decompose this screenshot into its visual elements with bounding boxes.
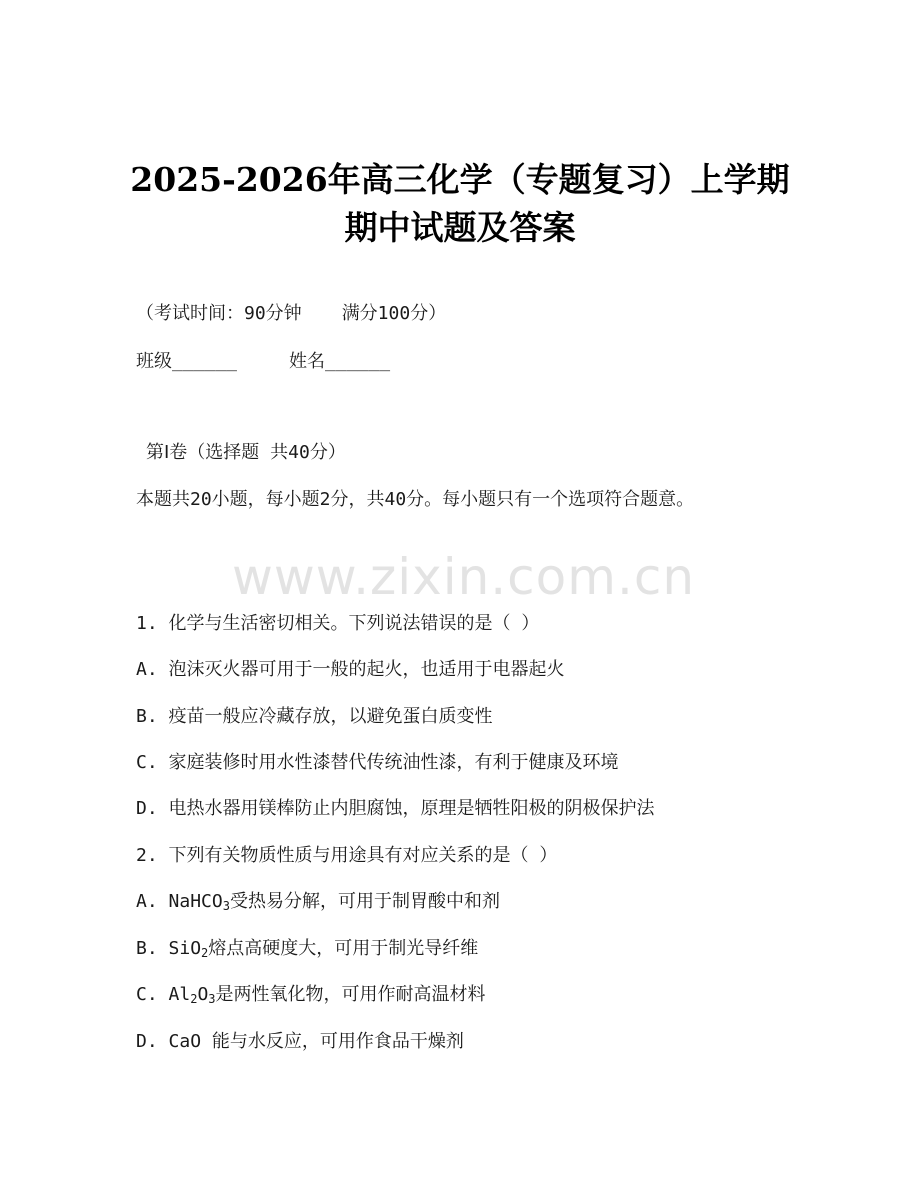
question-text: 下列有关物质性质与用途具有对应关系的是（ ） <box>168 845 558 866</box>
option-letter: C. <box>136 752 158 773</box>
option-letter: A. <box>136 891 158 912</box>
chemical-formula: $Al_2O_3$ <box>168 984 216 1006</box>
question-1-option-c <box>136 750 619 776</box>
name-field: 姓名______ <box>289 351 391 372</box>
exam-info <box>136 301 446 327</box>
student-info <box>136 349 390 375</box>
option-text: 电热水器用镁棒防止内胆腐蚀，原理是牺牲阳极的阴极保护法 <box>168 798 655 819</box>
question-2-option-a <box>136 889 500 915</box>
question-2-option-c <box>136 982 486 1008</box>
question-2-option-d <box>136 1029 464 1055</box>
option-letter: B. <box>136 706 158 727</box>
question-1-option-d <box>136 796 655 822</box>
option-text: 熔点高硬度大，可用于制光导纤维 <box>208 938 479 959</box>
chemical-formula: NaHCO$_3$ <box>168 891 230 913</box>
option-text: 疫苗一般应冷藏存放，以避免蛋白质变性 <box>168 706 493 727</box>
class-field: 班级______ <box>136 351 238 372</box>
option-letter: A. <box>136 659 158 680</box>
question-1-option-b <box>136 704 493 730</box>
document-title-line-2: 期中试题及答案 <box>344 208 576 247</box>
question-2-stem <box>136 843 557 869</box>
option-text: 是两性氧化物，可用作耐高温材料 <box>215 984 486 1005</box>
option-letter: D. <box>136 1031 158 1052</box>
question-2-option-b <box>136 936 478 962</box>
option-text: 能与水反应，可用作食品干燥剂 <box>211 1031 464 1052</box>
question-1-option-a <box>136 657 565 683</box>
option-text: 受热易分解，可用于制胃酸中和剂 <box>229 891 500 912</box>
chemical-formula: SiO$_2$ <box>168 938 209 960</box>
question-number: 2. <box>136 845 158 866</box>
option-letter: D. <box>136 798 158 819</box>
section-title: 第Ⅰ卷（选择题 共40分） <box>146 442 346 463</box>
question-number: 1. <box>136 613 158 634</box>
watermark: www.zixin.com.cn <box>232 548 696 606</box>
question-text: 化学与生活密切相关。下列说法错误的是（ ） <box>168 613 540 634</box>
full-score: 满分100分） <box>341 303 447 324</box>
document-title-line-1: 2025-2026年高三化学（专题复习）上学期 <box>130 160 790 199</box>
option-text: 泡沫灭火器可用于一般的起火，也适用于电器起火 <box>168 659 565 680</box>
chemical-formula: CaO <box>168 1031 202 1052</box>
section-instructions: 本题共20小题，每小题2分，共40分。每小题只有一个选项符合题意。 <box>136 489 695 510</box>
option-letter: B. <box>136 938 158 959</box>
exam-time: （考试时间：90分钟 <box>136 303 302 324</box>
option-letter: C. <box>136 984 158 1005</box>
option-text: 家庭装修时用水性漆替代传统油性漆，有利于健康及环境 <box>168 752 619 773</box>
question-1-stem <box>136 611 539 637</box>
